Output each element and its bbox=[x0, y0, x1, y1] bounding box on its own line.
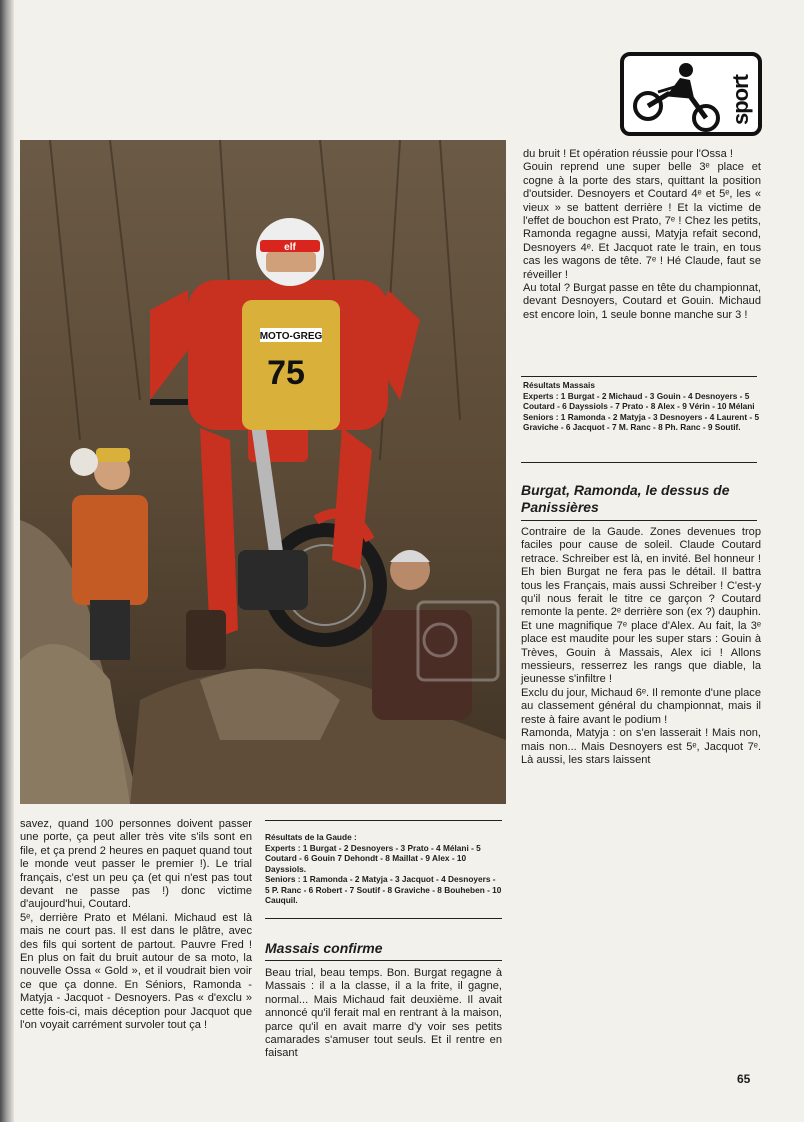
sport-section-logo bbox=[620, 52, 762, 136]
paragraph: du bruit ! Et opération réussie pour l'Ossa ! bbox=[523, 148, 733, 160]
results-title: Résultats Massais bbox=[523, 380, 595, 390]
results-experts: Experts : 1 Burgat - 2 Michaud - 3 Gouin - 4 Desnoyers - 5 Coutard - 6 Dayssiols - 7 Prato - 8 Alex - 9 Vérin - 10 Mélani bbox=[523, 390, 755, 411]
section-heading-massais: Massais confirme bbox=[265, 940, 383, 956]
results-title: Résultats de la Gaude : bbox=[265, 832, 357, 842]
logo-word: sport bbox=[728, 75, 753, 125]
paragraph: Contraire de la Gaude. Zones devenues trop faciles pour cause de soleil. Claude Coutard retrace. Schreiber est là, en invité. Bel honneur ! Eh bien Burgat ne fera pas le détail. Il battra tous les Français, mais aussi Schreiber ! C'est-y qu'il nous ferait le titre ce garçon ? Coutard remonte la pente. 2ᵉ derrière son (ex ?) dauphin. Et une magnifique 7ᵉ place d'Alex. Au fait, la 3ᵉ place est maudite pour les super stars : Gouin à Trèves, Gouin à Massais, Alex ici ! Allons messieurs, resserrez les rangs que diable, la jeunesse s'infiltre ! bbox=[521, 526, 761, 686]
paragraph: Beau trial, beau temps. Bon. Burgat regagne à Massais : il a la classe, il a la frite, il gagne, normal... Mais Michaud fait deuxième. Il avait annoncé qu'il ferait mal en rentrant à la maison, parce qu'il en avait marre d'y voir ses petits camarades s'amuser tout seuls. Et il rentre en faisant bbox=[265, 967, 502, 1060]
divider bbox=[521, 376, 757, 377]
right-column-continued-text bbox=[523, 148, 761, 322]
paragraph: Gouin reprend une super belle 3ᵉ place et cogne à la porte des stars, quittant la position d'outsider. Desnoyers et Coutard 4ᵉ et 5ᵉ, les « vieux » se battent derrière ! Et la victime de l'effet de bouchon est Prato, 7ᵉ ! Chez les petits, Ramonda regagne aussi, Matyja refait second, Desnoyers 4ᵉ. Et Jacquot rate le train, en tous cas les wagons de tête. 7ᵉ ! Hé Claude, faut se réveiller ! bbox=[523, 161, 761, 281]
results-seniors: Seniors : 1 Ramonda - 2 Matyja - 3 Desnoyers - 4 Laurent - 5 Graviche - 6 Jacquot - 7 M. Ranc - 8 Ph. Ranc - 9 Soutif. bbox=[523, 411, 760, 432]
paragraph: 5ᵉ, derrière Prato et Mélani. Michaud est là mais ne court pas. Il est dans le plâtre, avec des fils qui sortent de partout. Pauvre Fred ! En plus on fait du bruit autour de sa moto, la nouvelle Ossa « Gold », et il voudrait bien voir ce que ça donne. En Séniors, Ramonda - Matyja - Jacquot - Desnoyers. Pas « d'exclu » cette fois-ci, mais déception pour Jacquot que l'on voyait carrément survoler tout ça ! bbox=[20, 911, 252, 1032]
divider bbox=[521, 520, 757, 521]
trial-rider-photo bbox=[20, 140, 506, 804]
paragraph: Exclu du jour, Michaud 6ᵉ. Il remonte d'une place au classement général du championnat, mais il reste à faire avant le podium ! bbox=[521, 686, 761, 726]
page-spine-shadow bbox=[0, 0, 14, 1122]
divider bbox=[265, 918, 502, 919]
divider bbox=[265, 820, 502, 821]
left-column-text bbox=[20, 818, 252, 1033]
results-experts: Experts : 1 Burgat - 2 Desnoyers - 3 Prato - 4 Mélani - 5 Coutard - 6 Gouin 7 Dehondt - 8 Maillat - 9 Alex - 10 Dayssiols. bbox=[265, 842, 481, 874]
paragraph: Au total ? Burgat passe en tête du championnat, devant Desnoyers, Coutard et Gouin. Michaud est encore loin, 1 seule bonne manche sur 3 ! bbox=[523, 282, 761, 321]
section-heading-panissieres: Burgat, Ramonda, le dessus de Panissières bbox=[521, 482, 730, 515]
helmet-brand: elf bbox=[284, 242, 296, 253]
paragraph: savez, quand 100 personnes doivent passer une porte, ça peut aller très vite s'ils sont en file, et ça prend 2 heures en paquet quand tout le monde veut passer le premier !). Le trial français, c'est un peu ça (et qui n'est pas tout devant ne passe pas !) donc victime d'aujourd'hui, Coutard. bbox=[20, 818, 252, 911]
divider bbox=[521, 462, 757, 463]
massais-text bbox=[265, 967, 502, 1061]
results-seniors: Seniors : 1 Ramonda - 2 Matyja - 3 Jacquot - 4 Desnoyers - 5 P. Ranc - 6 Robert - 7 Soutif - 8 Graviche - 8 Bouheben - 10 Cauquil. bbox=[265, 874, 502, 905]
results-massais-box bbox=[523, 380, 761, 433]
page-number: 65 bbox=[737, 1072, 751, 1086]
panissieres-text bbox=[521, 526, 761, 767]
paragraph: Ramonda, Matyja : on s'en lasserait ! Mais non, mais non... Mais Desnoyers est 5ᵉ, Jacquot 7ᵉ. Là aussi, les stars laissent bbox=[521, 727, 761, 766]
divider bbox=[265, 960, 502, 961]
results-gaude-box bbox=[265, 832, 502, 906]
bib-sponsor-text: MOTO-GREG bbox=[259, 331, 323, 342]
bib-number: 75 bbox=[267, 354, 305, 392]
